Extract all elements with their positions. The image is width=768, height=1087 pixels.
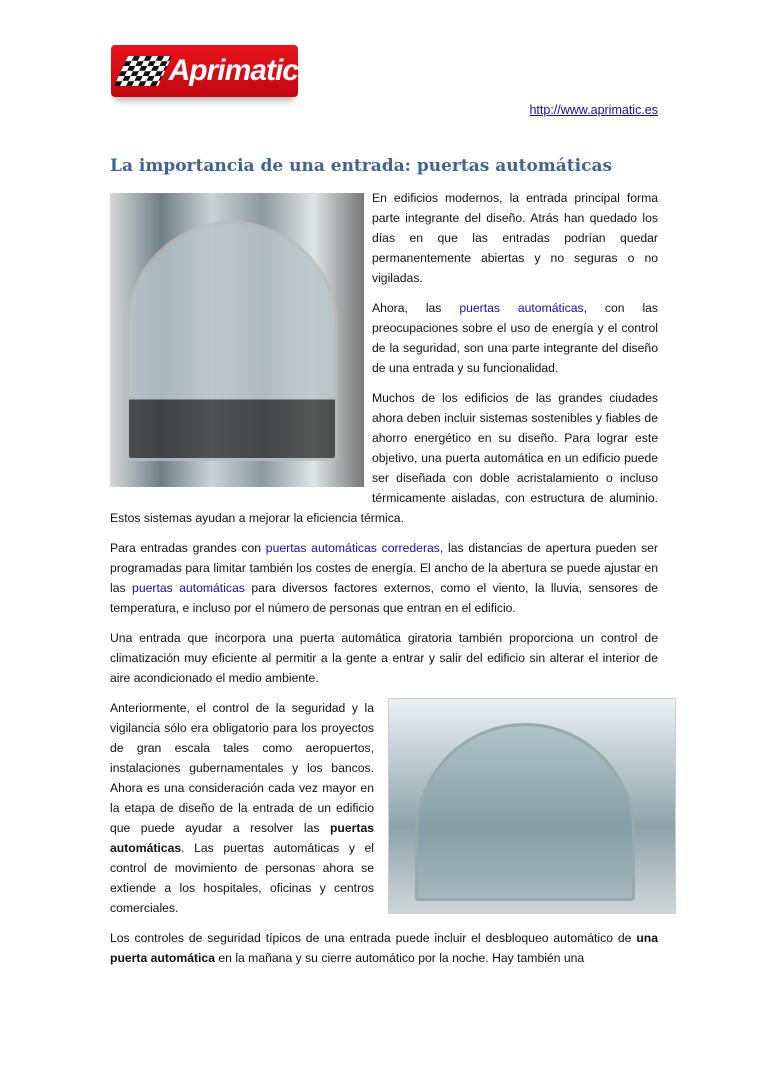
logo-text: Aprimatic <box>168 54 298 87</box>
paragraph: Una entrada que incorpora una puerta automática giratoria también proporciona un control de climatización muy eficiente al permitir a la gente a entrar y salir del edificio sin alterar el interior de aire acondicionado el medio ambiente. <box>110 631 658 685</box>
bold-text: puertas automáticas <box>110 821 374 855</box>
article-body <box>110 188 658 978</box>
link-puertas-automaticas-2[interactable]: puertas automáticas <box>132 581 245 595</box>
paragraph <box>110 538 658 618</box>
text: , las distancias de apertura pueden ser programadas para limitar también los costes de energía. El ancho de la abertura se puede ajustar en las <box>110 541 658 595</box>
text: . Las puertas automáticas y el control de movimiento de personas ahora se extiende a los hospitales, oficinas y centros comerciales. <box>110 841 374 915</box>
glass-revolving-door-photo <box>388 698 676 914</box>
revolving-door-photo <box>110 193 364 487</box>
text: Anteriormente, el control de la seguridad y la vigilancia sólo era obligatorio para los proyectos de gran escala tales como aeropuertos, instalaciones gubernamentales y los bancos. Ahora es una consideración cada vez mayor en la etapa de diseño de la entrada de un edificio que puede ayudar a resolver las <box>110 701 374 835</box>
website-link[interactable]: http://www.aprimatic.es <box>529 103 658 117</box>
bold-text: una puerta automática <box>110 931 658 965</box>
checkered-flag-icon <box>114 56 172 86</box>
paragraph: Muchos de los edificios de las grandes ciudades ahora deben incluir sistemas sostenibles y fiables de ahorro energético en su diseño. Para lograr este objetivo, una puerta automática en un edificio puede ser diseñada con doble acristalamiento o incluso térmicamente aisladas, con estructura de aluminio. Estos sistemas ayudan a mejorar la eficiencia térmica. <box>110 391 658 525</box>
text: Para entradas grandes con <box>110 541 266 555</box>
link-puertas-automaticas[interactable]: puertas automáticas <box>459 301 584 315</box>
text: , con las preocupaciones sobre el uso de energía y el control de la seguridad, son una parte integrante del diseño de una entrada y su funcionalidad. <box>372 301 659 375</box>
paragraph <box>110 928 658 968</box>
text: en la mañana y su cierre automático por la noche. Hay también una <box>214 951 585 965</box>
aprimatic-logo <box>111 45 298 97</box>
text: Ahora, las <box>372 301 460 315</box>
text: para diversos factores externos, como el viento, la lluvia, sensores de temperatura, e incluso por el número de personas que entran en el edificio. <box>110 581 659 615</box>
page-title: La importancia de una entrada: puertas automáticas <box>110 156 613 176</box>
text: Los controles de seguridad típicos de una entrada puede incluir el desbloqueo automático de <box>110 931 637 945</box>
link-puertas-correderas[interactable]: puertas automáticas correderas <box>265 541 440 555</box>
paragraph: En edificios modernos, la entrada principal forma parte integrante del diseño. Atrás han quedado los días en que las entradas podrían quedar permanentemente abiertas y no seguras o no vigiladas. <box>372 191 658 285</box>
